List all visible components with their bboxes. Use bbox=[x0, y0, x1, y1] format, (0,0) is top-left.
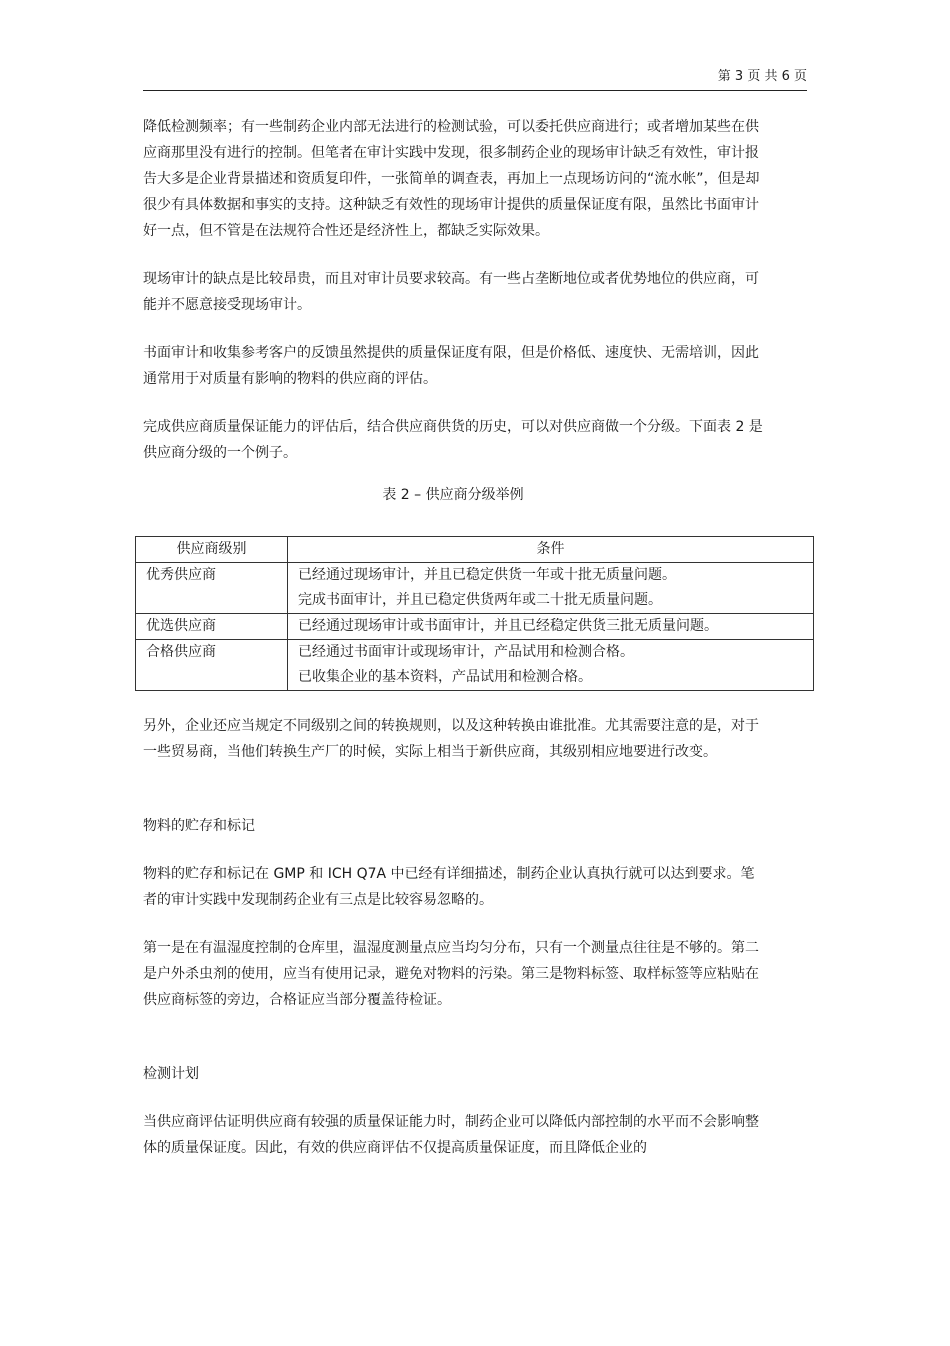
grade-conditions-cell bbox=[288, 563, 814, 614]
paragraph-storage-points: 第一是在有温湿度控制的仓库里，温湿度测量点应当均匀分布，只有一个测量点往往是不够的。第二是户外杀虫剂的使用，应当有使用记录，避免对物料的污染。第三是物料标签、取样标签等应粘贴在供应商标签的旁边，合格证应当部分覆盖待检证。 bbox=[143, 940, 759, 1008]
section-heading-storage: 物料的贮存和标记 bbox=[143, 818, 255, 834]
table-row bbox=[136, 640, 814, 691]
condition-text: 已收集企业的基本资料，产品试用和检测合格。 bbox=[298, 669, 592, 685]
supplier-grade-table bbox=[135, 536, 814, 691]
paragraph-audit-effectiveness: 降低检测频率；有一些制药企业内部无法进行的检测试验，可以委托供应商进行；或者增加某些在供应商那里没有进行的控制。但笔者在审计实践中发现，很多制药企业的现场审计缺乏有效性，审计报告大多是企业背景描述和资质复印件，一张简单的调查表，再加上一点现场访问的“流水帐”，但是却很少有具体数据和事实的支持。这种缺乏有效性的现场审计提供的质量保证度有限，虽然比书面审计好一点，但不管是在法规符合性还是经济性上，都缺乏实际效果。 bbox=[143, 119, 760, 239]
condition-text: 已经通过书面审计或现场审计，产品试用和检测合格。 bbox=[298, 644, 634, 660]
table-row bbox=[136, 614, 814, 640]
grade-level-cell: 合格供应商 bbox=[136, 640, 288, 691]
condition-text: 已经通过现场审计或书面审计，并且已经稳定供货三批无质量问题。 bbox=[298, 618, 718, 634]
grade-level-cell: 优选供应商 bbox=[136, 614, 288, 640]
paragraph-grade-transition: 另外，企业还应当规定不同级别之间的转换规则，以及这种转换由谁批准。尤其需要注意的是，对于一些贸易商，当他们转换生产厂的时候，实际上相当于新供应商，其级别相应地要进行改变。 bbox=[143, 718, 759, 760]
condition-text: 完成书面审计，并且已稳定供货两年或二十批无质量问题。 bbox=[298, 592, 662, 608]
paragraph-testing-plan: 当供应商评估证明供应商有较强的质量保证能力时，制药企业可以降低内部控制的水平而不会影响整体的质量保证度。因此，有效的供应商评估不仅提高质量保证度，而且降低企业的 bbox=[143, 1114, 759, 1156]
grade-conditions-cell bbox=[288, 640, 814, 691]
table-row bbox=[136, 563, 814, 614]
paragraph-supplier-grading: 完成供应商质量保证能力的评估后，结合供应商供货的历史，可以对供应商做一个分级。下面表 2 是供应商分级的一个例子。 bbox=[143, 419, 763, 461]
section-heading-testing: 检测计划 bbox=[143, 1066, 199, 1082]
page-indicator: 第 3 页 共 6 页 bbox=[717, 69, 807, 84]
condition-text: 已经通过现场审计，并且已稳定供货一年或十批无质量问题。 bbox=[298, 567, 676, 583]
table-caption: 表 2 – 供应商分级举例 bbox=[382, 487, 524, 503]
paragraph-storage-intro: 物料的贮存和标记在 GMP 和 ICH Q7A 中已经有详细描述，制药企业认真执行就可以达到要求。笔者的审计实践中发现制药企业有三点是比较容易忽略的。 bbox=[143, 866, 755, 908]
paragraph-onsite-audit-cost: 现场审计的缺点是比较昂贵，而且对审计员要求较高。有一些占垄断地位或者优势地位的供应商，可能并不愿意接受现场审计。 bbox=[143, 271, 759, 313]
column-header-level: 供应商级别 bbox=[136, 537, 288, 563]
table-header-row bbox=[136, 537, 814, 563]
paragraph-desk-audit: 书面审计和收集参考客户的反馈虽然提供的质量保证度有限，但是价格低、速度快、无需培训，因此通常用于对质量有影响的物料的供应商的评估。 bbox=[143, 345, 759, 387]
column-header-conditions: 条件 bbox=[288, 537, 814, 563]
grade-conditions-cell bbox=[288, 614, 814, 640]
document-body bbox=[143, 114, 763, 1161]
header-rule bbox=[143, 90, 807, 91]
grade-level-cell: 优秀供应商 bbox=[136, 563, 288, 614]
